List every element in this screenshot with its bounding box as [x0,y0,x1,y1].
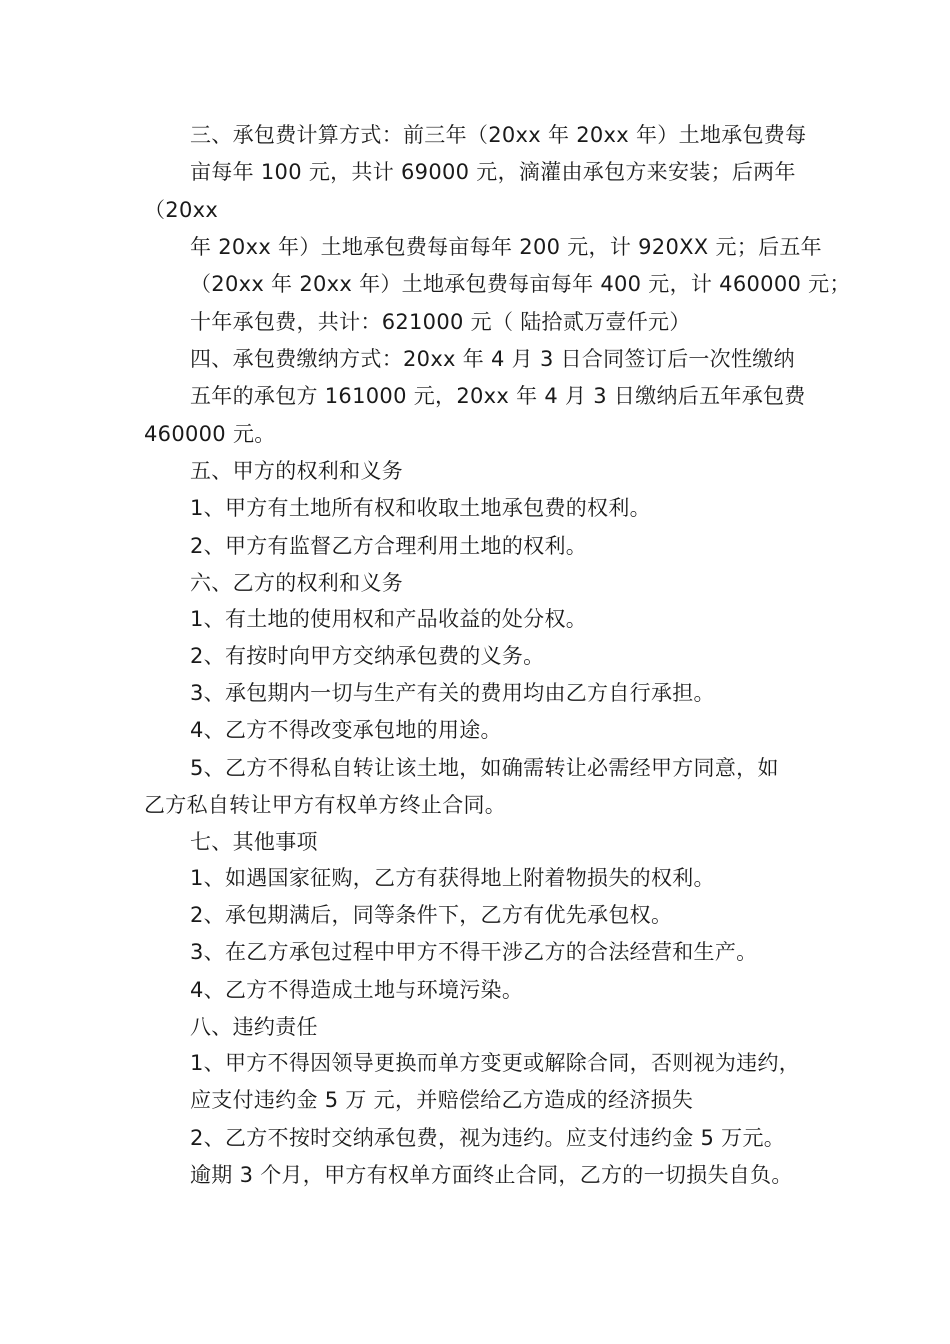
text-line-12: 2、甲方有监督乙方合理利用土地的权利。 [190,534,588,558]
text-line-7: 四、承包费缴纳方式：20xx 年 4 月 3 日合同签订后一次性缴纳 [190,347,795,371]
text-line-5: （20xx 年 20xx 年）土地承包费每亩每年 400 元，计 460000 元； [190,272,851,296]
text-line-16: 3、承包期内一切与生产有关的费用均由乙方自行承担。 [190,681,715,705]
text-line-19: 乙方私自转让甲方有权单方终止合同。 [144,793,507,817]
text-line-26: 1、甲方不得因领导更换而单方变更或解除合同，否则视为违约， [190,1051,801,1075]
text-line-4: 年 20xx 年）土地承包费每亩每年 200 元，计 920XX 元；后五年 [190,235,822,259]
text-line-15: 2、有按时向甲方交纳承包费的义务。 [190,644,545,668]
text-line-11: 1、甲方有土地所有权和收取土地承包费的权利。 [190,496,651,520]
text-line-29: 逾期 3 个月，甲方有权单方面终止合同，乙方的一切损失自负。 [190,1163,793,1187]
section-heading-5: 五、甲方的权利和义务 [190,459,403,483]
text-line-18: 5、乙方不得私自转让该土地，如确需转让必需经甲方同意，如 [190,756,779,780]
text-line-6: 十年承包费，共计：621000 元（ 陆拾贰万壹仟元） [190,310,691,334]
text-line-21: 1、如遇国家征购，乙方有获得地上附着物损失的权利。 [190,866,715,890]
text-line-27: 应支付违约金 5 万 元，并赔偿给乙方造成的经济损失 [190,1088,694,1112]
text-line-1: 三、承包费计算方式：前三年（20xx 年 20xx 年）土地承包费每 [190,123,807,147]
text-line-14: 1、有土地的使用权和产品收益的处分权。 [190,607,588,631]
text-line-22: 2、承包期满后，同等条件下，乙方有优先承包权。 [190,903,673,927]
text-line-2: 亩每年 100 元，共计 69000 元，滴灌由承包方来安装；后两年 [190,160,796,184]
section-heading-8: 八、违约责任 [190,1015,318,1039]
text-line-3: （20xx [144,198,219,222]
section-heading-7: 七、其他事项 [190,830,318,854]
text-line-28: 2、乙方不按时交纳承包费，视为违约。应支付违约金 5 万元。 [190,1126,786,1150]
text-line-8: 五年的承包方 161000 元，20xx 年 4 月 3 日缴纳后五年承包费 [190,384,806,408]
text-line-23: 3、在乙方承包过程中甲方不得干涉乙方的合法经营和生产。 [190,940,758,964]
text-line-9: 460000 元。 [144,422,276,446]
text-line-17: 4、乙方不得改变承包地的用途。 [190,718,502,742]
section-heading-6: 六、乙方的权利和义务 [190,571,403,595]
text-line-24: 4、乙方不得造成土地与环境污染。 [190,978,524,1002]
